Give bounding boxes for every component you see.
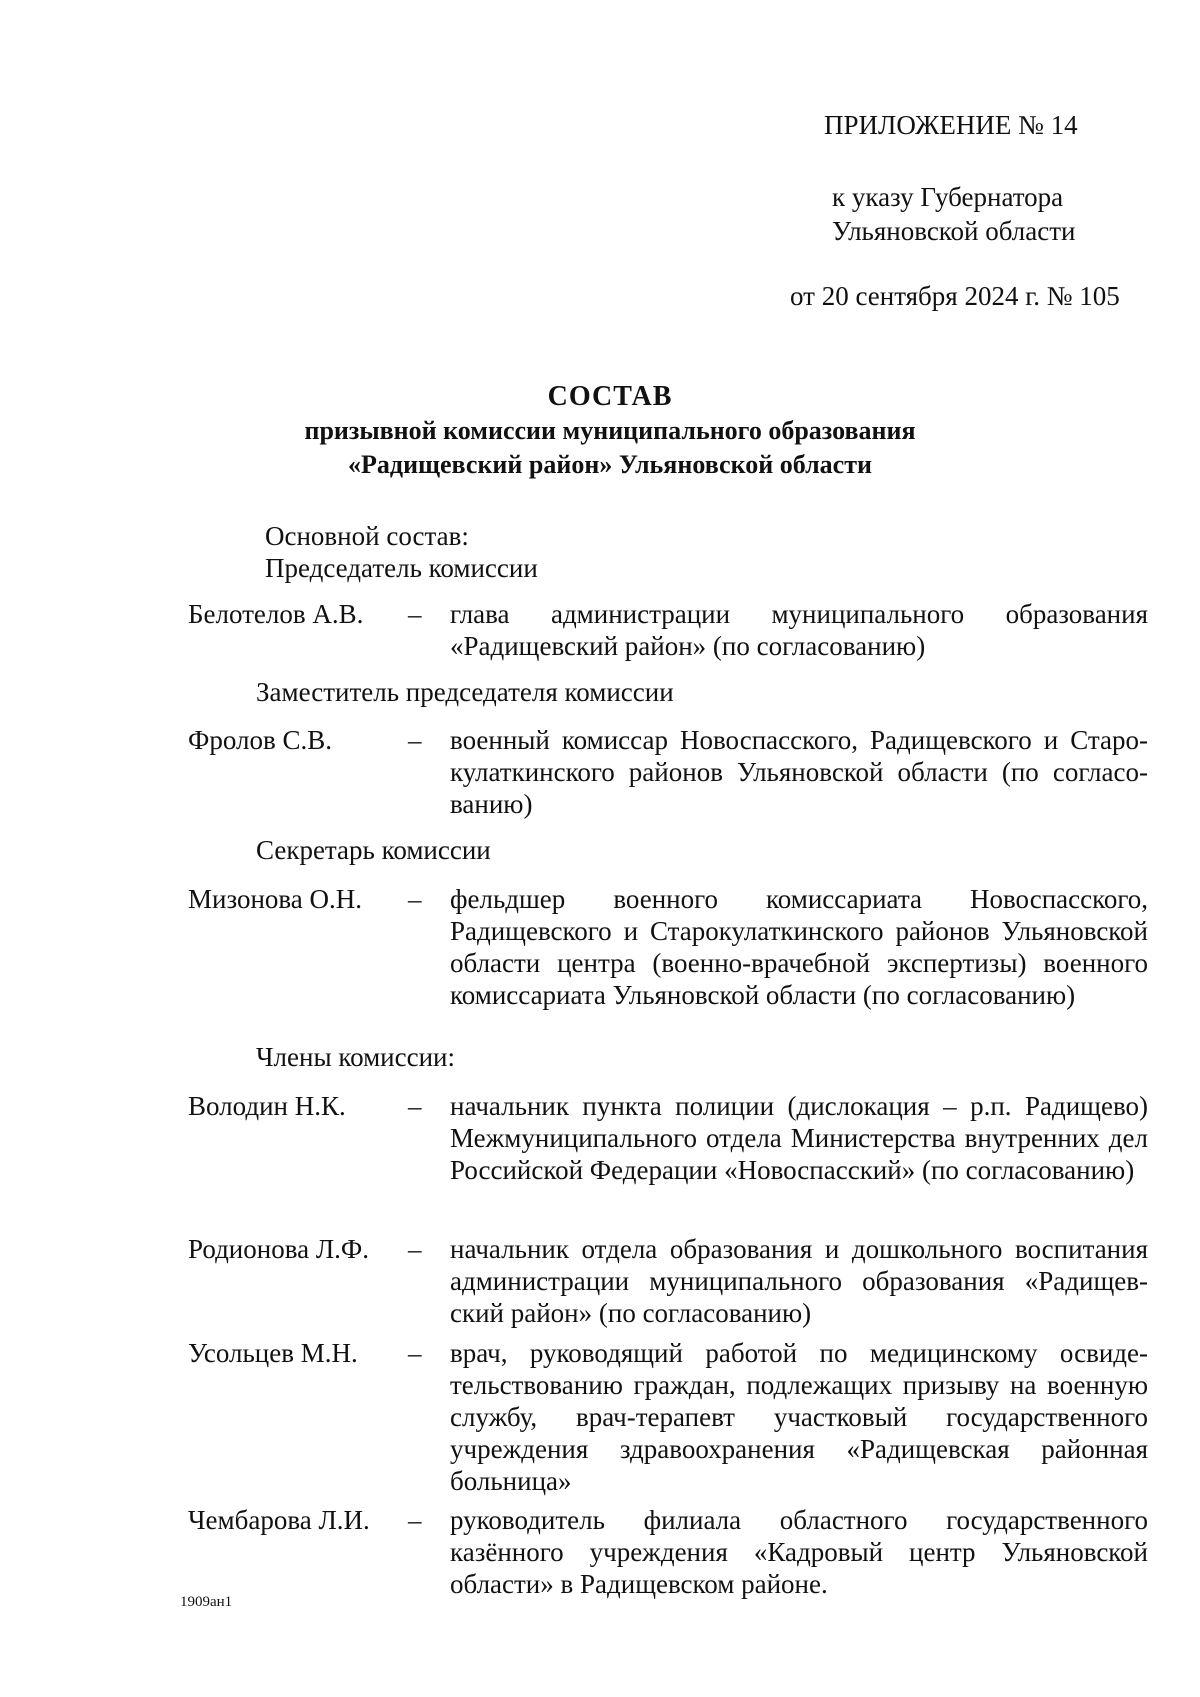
- member-row: [188, 1504, 1148, 1600]
- member-name: Фролов С.В.: [188, 725, 332, 755]
- member-dash: –: [408, 1505, 422, 1535]
- decree-line-1: к указу Губернатора: [832, 182, 1064, 212]
- member-dash: –: [408, 1091, 422, 1121]
- member-dash: –: [408, 1234, 422, 1264]
- member-row: [188, 883, 1148, 1011]
- heading-deputy: Заместитель председателя комиссии: [256, 677, 674, 707]
- decree-line-2: Ульяновской области: [832, 216, 1076, 246]
- member-dash: –: [408, 884, 422, 914]
- member-description: фельдшер военного комиссариата Новоспасского, Радищевского и Старокулаткинского районов Ульяновской области центра (военно-врачебной экспертизы) военного комиссариата Ульяновской области (по согласованию): [450, 884, 1148, 1010]
- footer-code: 1909ан1: [180, 1594, 233, 1610]
- document-title: [0, 380, 1200, 482]
- title-line-3: «Радищевский район» Ульяновской области: [348, 450, 872, 479]
- member-description: начальник отдела образования и дошкольного воспитания администрации муниципального образования «Радищевский район» (по согласованию): [450, 1234, 1148, 1328]
- member-row: [188, 598, 1148, 662]
- member-description: врач, руководящий работой по медицинскому освидетельствованию граждан, подлежащих призыву на военную службу, врач-терапевт участковый государственного учреждения здравоохранения «Радищевская районная больница»: [450, 1338, 1148, 1496]
- appendix-label: ПРИЛОЖЕНИЕ № 14: [824, 110, 1078, 140]
- member-name: Белотелов А.В.: [188, 599, 364, 629]
- member-name: Мизонова О.Н.: [188, 884, 363, 914]
- member-description: руководитель филиала областного государственного казённого учреждения «Кадровый центр Ульяновской области» в Радищевском районе.: [450, 1505, 1148, 1599]
- member-dash: –: [408, 725, 422, 755]
- heading-main-composition: Основной состав:: [265, 521, 469, 551]
- member-row: [188, 1337, 1148, 1497]
- member-name: Родионова Л.Ф.: [188, 1234, 369, 1264]
- member-row: [188, 1090, 1148, 1186]
- title-main: СОСТАВ: [547, 381, 673, 412]
- heading-members: Члены комиссии:: [256, 1042, 455, 1072]
- member-row: [188, 724, 1148, 820]
- member-name: Володин Н.К.: [188, 1091, 346, 1121]
- heading-chairman: Председатель комиссии: [265, 553, 538, 583]
- member-name: Усольцев М.Н.: [188, 1338, 358, 1368]
- member-dash: –: [408, 599, 422, 629]
- member-description: начальник пункта полиции (дислокация – р.п. Радищево) Межмуниципального отдела Министерства внутренних дел Российской Федерации «Новоспасский» (по согласованию): [450, 1091, 1148, 1185]
- decree-date: от 20 сентября 2024 г. № 105: [790, 281, 1120, 311]
- heading-secretary: Секретарь комиссии: [256, 835, 491, 865]
- member-description: глава администрации муниципального образования «Радищевский район» (по согласованию): [450, 599, 1148, 661]
- member-row: [188, 1233, 1148, 1329]
- title-line-2: призывной комиссии муниципального образования: [304, 416, 916, 445]
- member-description: военный комиссар Новоспасского, Радищевского и Старокулаткинского районов Ульяновской области (по согласованию): [450, 725, 1148, 819]
- member-name: Чембарова Л.И.: [188, 1505, 370, 1535]
- member-dash: –: [408, 1338, 422, 1368]
- decree-reference: [832, 180, 1076, 248]
